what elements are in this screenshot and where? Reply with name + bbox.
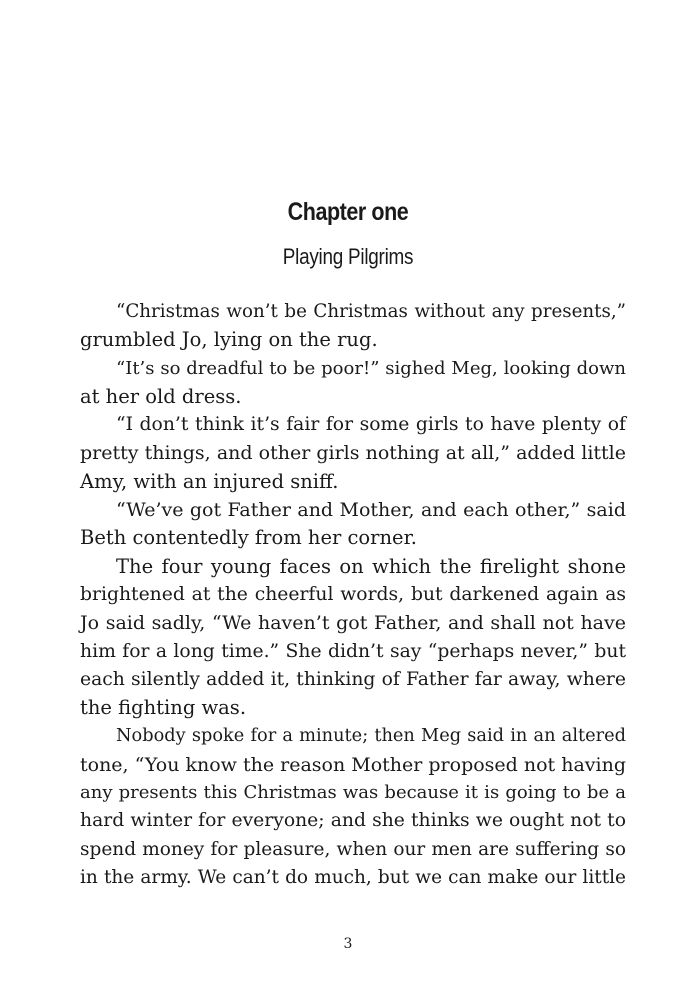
text-line: brightened at the cheerful words, but darkened again as	[80, 583, 626, 605]
text-line: Amy, with an injured sniff.	[80, 469, 339, 493]
text-line: “We’ve got Father and Mother, and each other,” said	[116, 499, 626, 522]
text-line: each silently added it, thinking of Father far away, where	[80, 668, 626, 690]
text-line: “Christmas won’t be Christmas without any presents,”	[116, 301, 626, 322]
text-line: tone, “You know the reason Mother proposed not having	[80, 753, 626, 776]
chapter-title: Chapter one	[287, 198, 409, 226]
text-line: Nobody spoke for a minute; then Meg said in an altered	[116, 726, 626, 747]
text-line: the fighting was.	[80, 696, 247, 720]
text-line: hard winter for everyone; and she thinks we ought not to	[80, 810, 626, 832]
text-line: at her old dress.	[80, 384, 242, 408]
text-line: him for a long time.” She didn’t say “perhaps never,” but	[80, 640, 626, 662]
text-line: The four young faces on which the firelight shone	[116, 554, 626, 578]
text-line: any presents this Christmas was because it is going to be a	[80, 782, 626, 804]
page-number: 3	[343, 936, 353, 952]
text-line: pretty things, and other girls nothing at all,” added little	[80, 442, 626, 465]
text-line: grumbled Jo, lying on the rug.	[80, 328, 378, 352]
text-line: Beth contentedly from her corner.	[80, 526, 417, 550]
text-line: Jo said sadly, “We haven’t got Father, and shall not have	[80, 612, 626, 635]
text-line: “It’s so dreadful to be poor!” sighed Meg, looking down	[116, 357, 626, 379]
text-line: spend money for pleasure, when our men are suffering so	[80, 838, 626, 860]
chapter-subtitle: Playing Pilgrims	[282, 244, 414, 269]
text-line: in the army. We can’t do much, but we can make our little	[80, 866, 626, 888]
body-text	[80, 298, 626, 892]
text-line: “I don’t think it’s fair for some girls to have plenty of	[116, 414, 626, 436]
